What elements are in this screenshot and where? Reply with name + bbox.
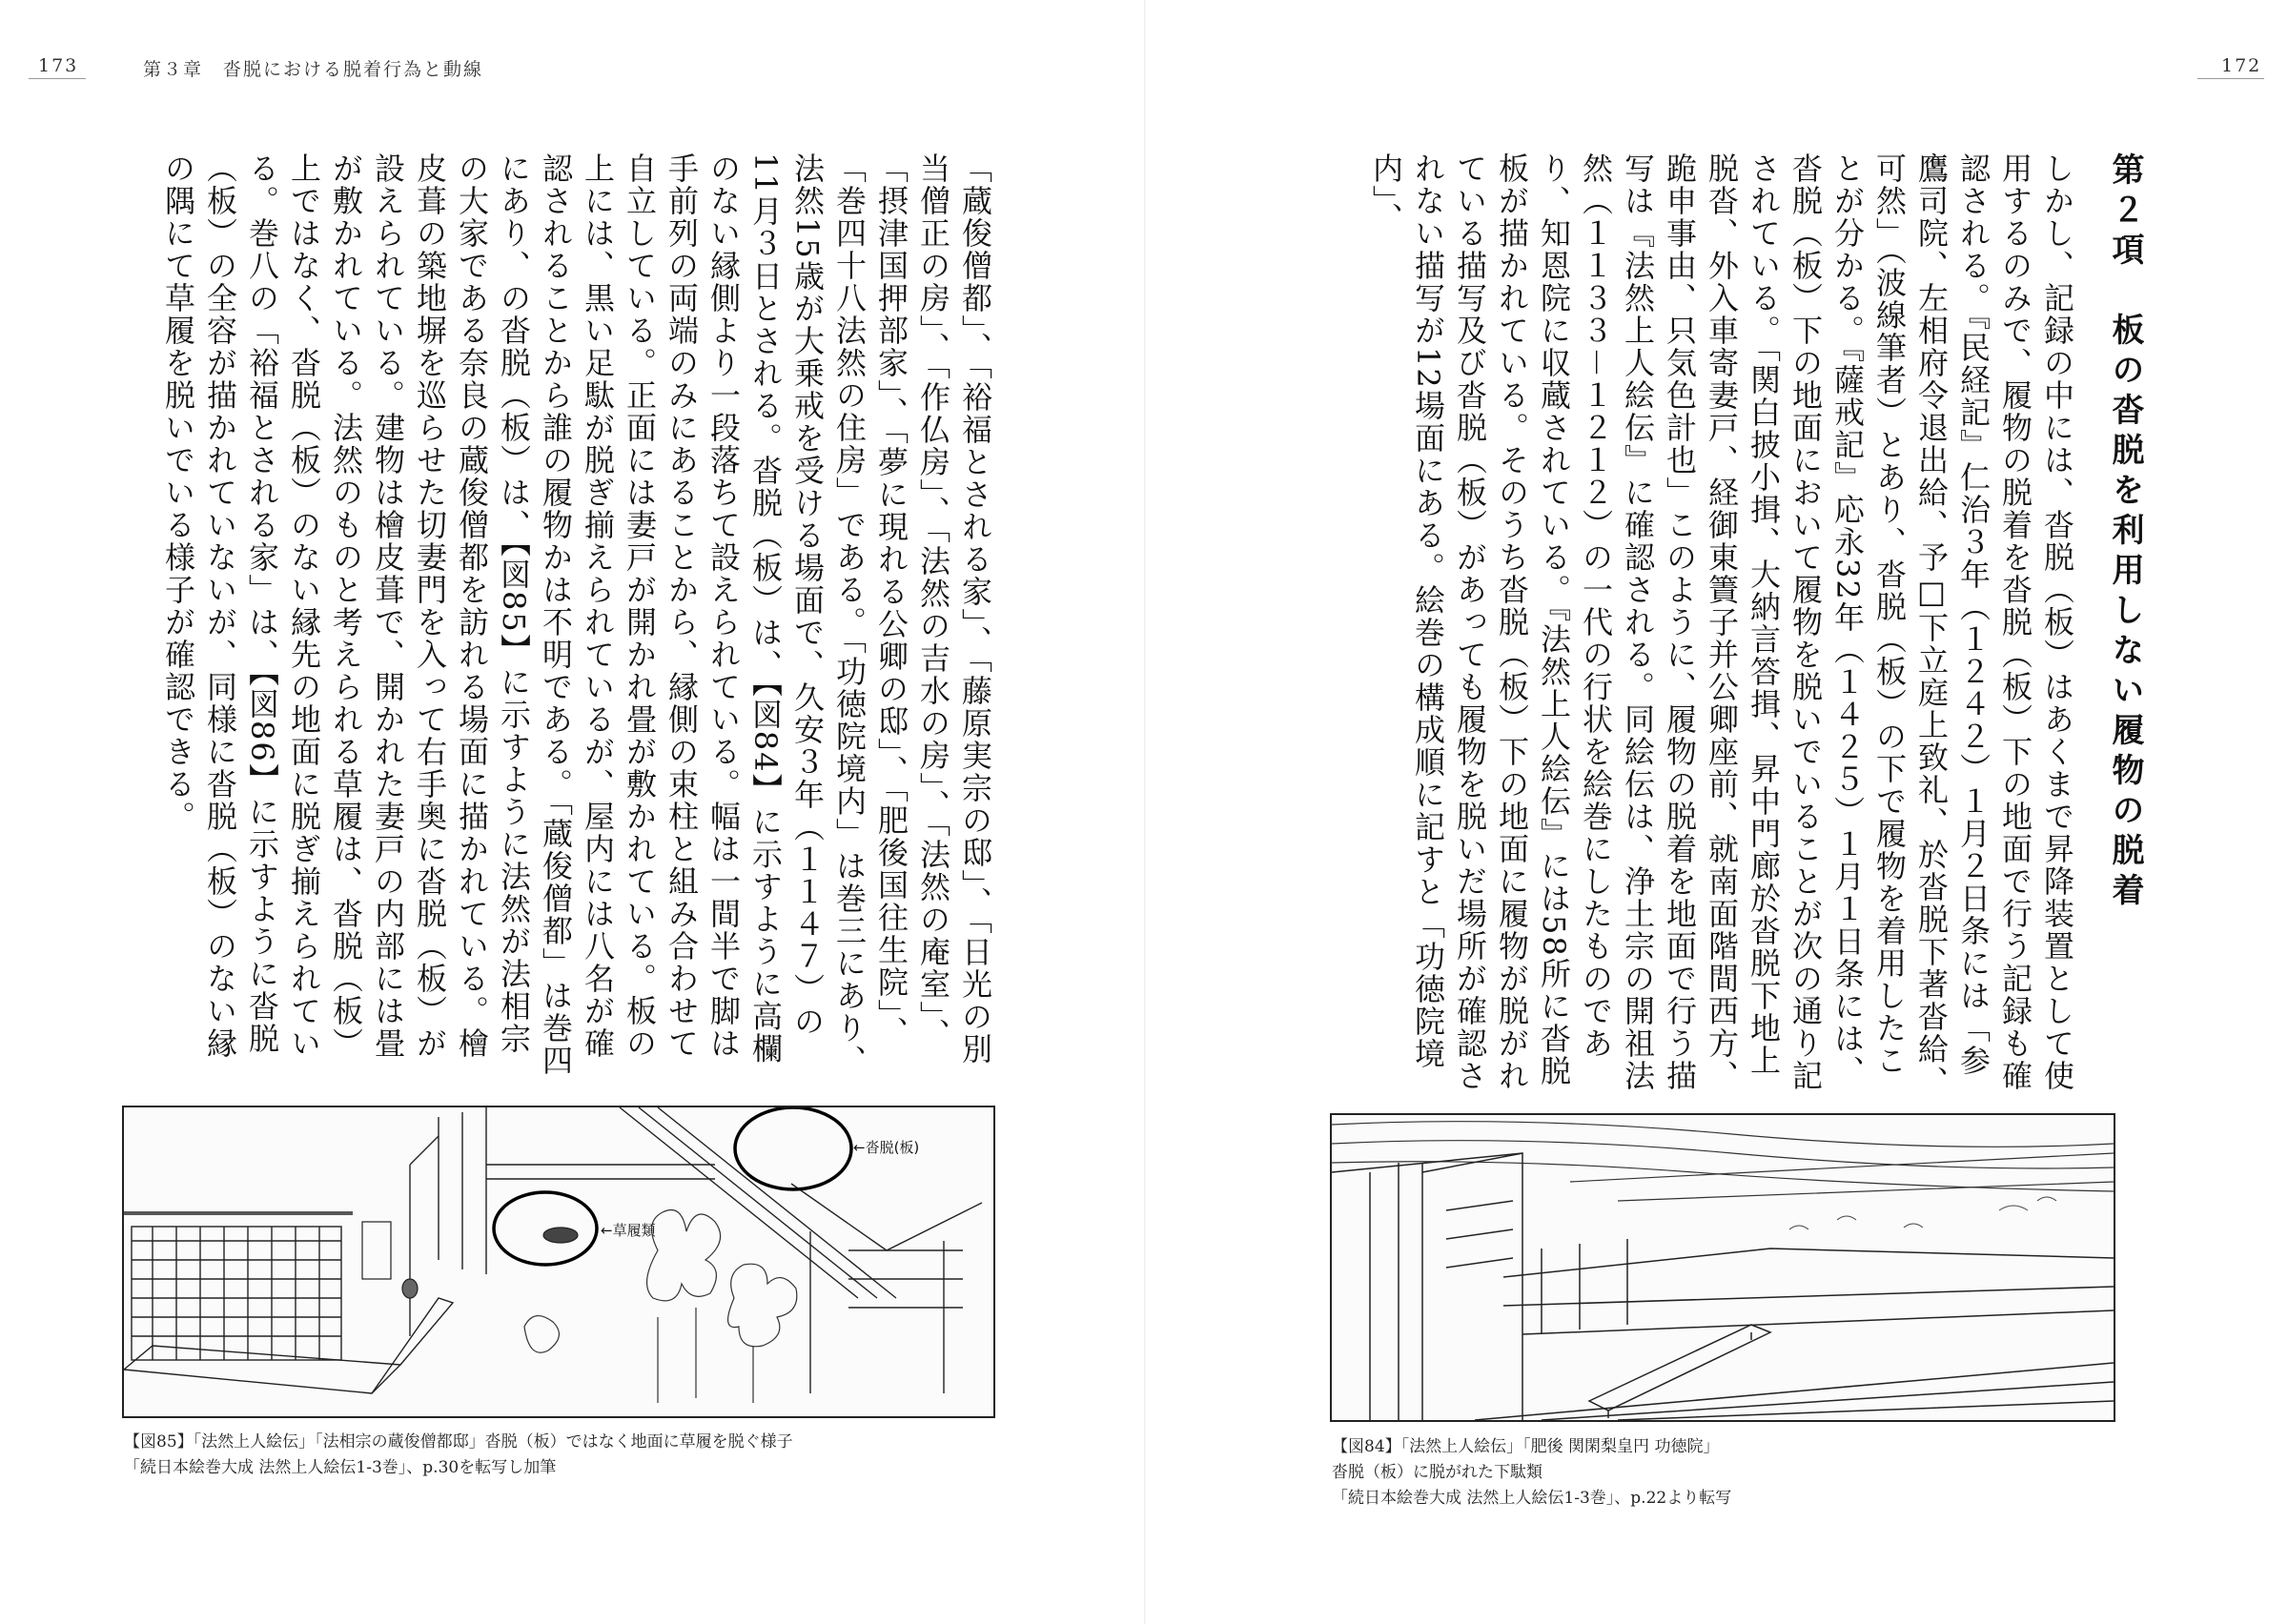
label-sandals: ←草履類 [601,1222,656,1239]
right-body-text: しかし、記録の中には、沓脱（板）はあくまで昇降装置として使用するのみで、履物の脱着を沓脱（板）下の地面で行う記録も確認される。『民経記』仁治３年（１２４２）１月２日条には「参鷹司院、左相府令退出給、予□下立庭上致礼、於沓脱下著沓給、可然」（波線筆者）とあり、沓脱（板）の下で履物を着用したことが分かる。『薩戒記』応永32年（１４２５）１月１日条には、沓脱（板）下の地面において履物を脱いでいることが次の通り記されている。「関白披小揖、大納言答揖、昇中門廊於沓脱下地上脱沓、外入車寄妻戸、経御東簀子并公卿座前、就南面階間西方、跪申事由、只気色計也」このように、履物の脱着を地面で行う描写は『法然上人絵伝』に確認される。同絵伝は、浄土宗の開祖法然（１１３３－１２１２）の一代の行状を絵巻にしたものであり、知恩院に収蔵されている。『法然上人絵伝』には58所に沓脱板が描かれている。そのうち沓脱（板）下の地面に履物が脱がれている描写及び沓脱（板）があっても履物を脱いだ場所が確認されない描写が12場面にある。絵巻の構成順に記すと「功徳院境内」、 [1368,152,2075,1098]
left-page-number: 173 [38,55,79,76]
figure-84 [1330,1113,2115,1422]
left-body-text: 「蔵俊僧都」、「裕福とされる家」、「藤原実宗の邸」、「日光の別当僧正の房」、「作仏房」、「法然の吉水の房」、「法然の庵室」、「摂津国押部家」、「夢に現れる公卿の邸」、「肥後国往生院」、「巻四十八法然の住房」である。「功徳院境内」は巻三にあり、法然15歳が大乗戒を受ける場面で、久安３年（１１４７）の11月３日とされる。沓脱（板）は、【図84】に示すように高欄のない縁側より一段落ちて設えられている。幅は一間半で脚は手前列の両端のみにあることから、縁側の束柱と組み合わせて自立している。正面には妻戸が開かれ畳が敷かれている。板の上には、黒い足駄が脱ぎ揃えられているが、屋内には八名が確認されることから誰の履物かは不明である。「蔵俊僧都」は巻四にあり、の沓脱（板）は、【図85】に示すように法然が法相宗の大家である奈良の蔵俊僧都を訪れる場面に描かれている。檜皮葺の築地塀を巡らせた切妻門を入って右手奥に沓脱（板）が設えられている。建物は檜皮葺で、開かれた妻戸の内部には畳が敷かれている。法然のものと考えられる草履は、沓脱（板）上ではなく、沓脱（板）のない縁先の地面に脱ぎ揃えられている。巻八の「裕福とされる家」は、【図86】に示すように沓脱（板）の全容が描かれていないが、同様に沓脱（板）のない縁の隅にて草履を脱いでいる様子が確認できる。 [160,152,993,1077]
figure-85 [122,1106,995,1418]
right-page [1149,0,2288,1624]
figure-84-caption-2: 沓脱（板）に脱がれた下駄類 [1332,1463,1542,1482]
sandals-circle [494,1192,597,1265]
header-rule-left [29,78,86,79]
figure-84-caption-1: 【図84】「法然上人絵伝」「肥後 関閑梨皇円 功徳院」 [1332,1437,1720,1456]
figure-85-illustration [124,1107,993,1416]
figure-84-caption-3: 「続日本絵巻大成 法然上人絵伝1-3巻」、p.22より転写 [1332,1489,1732,1508]
figure-85-caption-2: 「続日本絵巻大成 法然上人絵伝1-3巻」、p.30を転写し加筆 [124,1458,557,1477]
board-circle [735,1107,851,1189]
right-page-number: 172 [2221,55,2262,76]
figure-84-illustration [1332,1115,2114,1420]
figure-85-caption-1: 【図85】「法然上人絵伝」「法相宗の蔵俊僧都邸」沓脱（板）ではなく地面に草履を脱ぐ様子 [124,1432,793,1451]
running-header: 第３章 沓脱における脱着行為と動線 [143,59,484,80]
section-heading: 第２項 板の沓脱を利用しない履物の脱着 [2106,152,2144,913]
label-board: ←沓脱(板) [853,1139,920,1156]
header-rule-right [2197,78,2264,79]
